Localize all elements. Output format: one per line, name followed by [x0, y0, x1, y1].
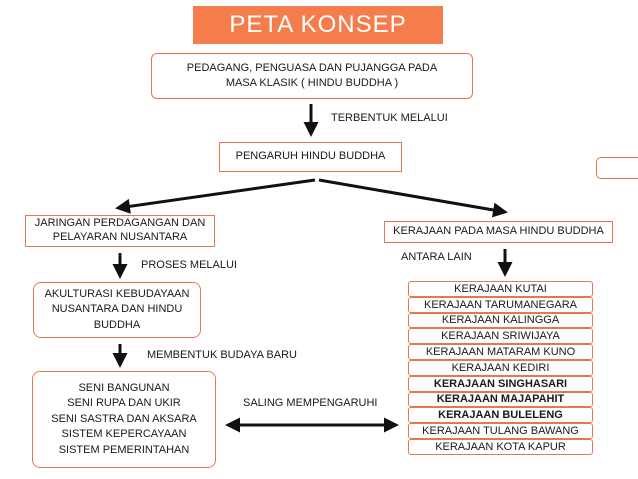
label-proses-melalui: PROSES MELALUI [141, 259, 237, 271]
top-concept-line-1: PEDAGANG, PENGUASA DAN PUJANGGA PADA [186, 61, 438, 74]
seni-line-2: SENI RUPA DAN UKIR [67, 397, 181, 410]
akulturasi-line-1: AKULTURASI KEBUDAYAAN [44, 287, 190, 300]
kerajaan-item: KERAJAAN SINGHASARI [408, 376, 593, 392]
seni-line-1: SENI BANGUNAN [78, 382, 170, 395]
kerajaan-item: KERAJAAN KOTA KAPUR [408, 439, 593, 455]
seni-line-5: SISTEM PEMERINTAHAN [58, 443, 190, 456]
kerajaan-masa-text: KERAJAAN PADA MASA HINDU BUDDHA [393, 225, 604, 238]
kerajaan-item: KERAJAAN KALINGGA [408, 313, 593, 329]
seni-line-4: SISTEM KEPERCAYAAN [61, 428, 187, 441]
jaringan-line-2: PELAYARAN NUSANTARA [52, 231, 188, 243]
akulturasi-line-3: BUDDHA [93, 318, 141, 331]
pengaruh-text: PENGARUH HINDU BUDDHA [235, 150, 386, 163]
page-title-text: PETA KONSEP [229, 11, 407, 38]
kerajaan-item: KERAJAAN TULANG BAWANG [408, 423, 593, 439]
kerajaan-item: KERAJAAN SRIWIJAYA [408, 328, 593, 344]
kerajaan-item: KERAJAAN BULELENG [408, 407, 593, 423]
kerajaan-item: KERAJAAN KEDIRI [408, 360, 593, 376]
kerajaan-item: KERAJAAN TARUMANEGARA [408, 297, 593, 313]
akulturasi-line-2: NUSANTARA DAN HINDU [51, 303, 183, 316]
label-antara-lain: ANTARA LAIN [401, 251, 472, 263]
top-concept-line-2: MASA KLASIK ( HINDU BUDDHA ) [225, 77, 399, 89]
kerajaan-item: KERAJAAN KUTAI [408, 281, 593, 297]
jaringan-line-1: JARINGAN PERDAGANGAN DAN [34, 217, 206, 230]
arrow-pengaruh-to-jaringan [118, 180, 315, 208]
label-saling-mempengaruhi: SALING MEMPENGARUHI [243, 397, 378, 409]
arrow-pengaruh-to-kerajaan [319, 180, 505, 212]
kerajaan-item: KERAJAAN MAJAPAHIT [408, 392, 593, 408]
seni-line-3: SENI SASTRA DAN AKSARA [51, 412, 197, 425]
label-membentuk-budaya: MEMBENTUK BUDAYA BARU [147, 349, 297, 361]
kerajaan-item: KERAJAAN MATARAM KUNO [408, 344, 593, 360]
label-terbentuk-melalui: TERBENTUK MELALUI [331, 112, 448, 124]
